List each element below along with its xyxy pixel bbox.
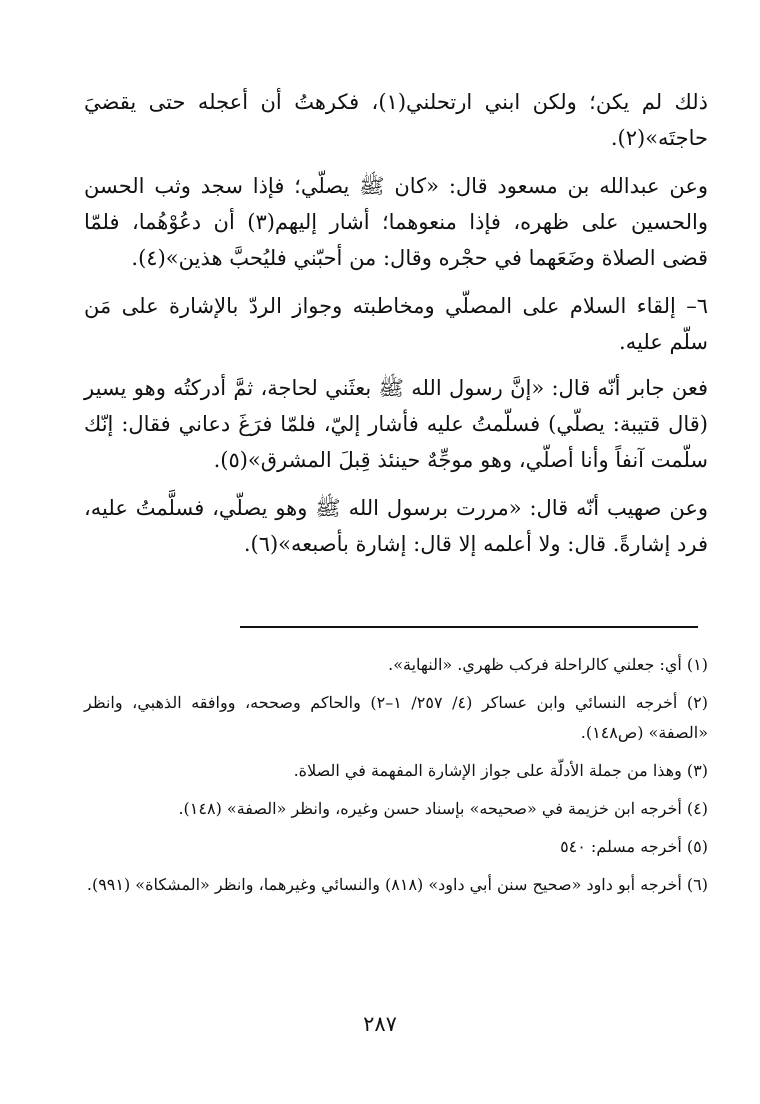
footnote-1: (١) أي: جعلني كالراحلة فركب ظهري. «النهاية». — [388, 655, 708, 674]
footnote-6: (٦) أخرجه أبو داود «صحيح سنن أبي داود» (٨١٨) والنسائي وغيرهما، وانظر «المشكاة» (٩٩١). — [86, 875, 708, 894]
footnote-separator — [240, 626, 698, 628]
main-text — [84, 84, 708, 574]
paragraph-3: فعن جابر أنّه قال: «إنَّ رسول الله ﷺ بعثَني لحاجة، ثمَّ أدركتُه وهو يسير (قال قتيبة: يصلّي) فسلّمتُ عليه فأشار إليّ، فلمّا فرَغَ دعاني فقال: إنّك سلّمت آنفاً وأنا أصلّي، وهو موجِّهٌ حينئذ قِبلَ المشرق»(٥). — [84, 376, 708, 472]
footnote-5: (٥) أخرجه مسلم: ٥٤٠ — [560, 837, 708, 856]
page-number: ٢٨٧ — [363, 1012, 397, 1036]
section-heading-6: ٦– إلقاء السلام على المصلّي ومخاطبته وجواز الردّ بالإشارة على مَن سلّم عليه. — [84, 294, 708, 354]
paragraph-2: وعن عبدالله بن مسعود قال: «كان ﷺ يصلّي؛ فإذا سجد وثب الحسن والحسين على ظهره، فإذا منعوهما؛ أشار إليهم(٣) أن دعُوْهُما، فلمّا قضى الصلاة وضَعَهما في حجْره وقال: من أحبّني فليُحبَّ هذين»(٤). — [84, 174, 708, 270]
footnote-4: (٤) أخرجه ابن خزيمة في «صحيحه» بإسناد حسن وغيره، وانظر «الصفة» (١٤٨). — [178, 799, 708, 818]
paragraph-4: وعن صهيب أنّه قال: «مررت برسول الله ﷺ وهو يصلّي، فسلَّمتُ عليه، فرد إشارةً. قال: ولا أعلمه إلا قال: إشارة بأصبعه»(٦). — [84, 496, 708, 556]
footnote-2: (٢) أخرجه النسائي وابن عساكر (٤/ ٢٥٧/ ١–٢) والحاكم وصححه، ووافقه الذهبي، وانظر «الصفة» (ص١٤٨). — [84, 693, 708, 742]
footnotes — [84, 650, 708, 908]
paragraph-1: ذلك لم يكن؛ ولكن ابني ارتحلني(١)، فكرهتُ أن أعجله حتى يقضيَ حاجتَه»(٢). — [84, 90, 709, 150]
footnote-3: (٣) وهذا من جملة الأدلّة على جواز الإشارة المفهمة في الصلاة. — [293, 761, 708, 780]
